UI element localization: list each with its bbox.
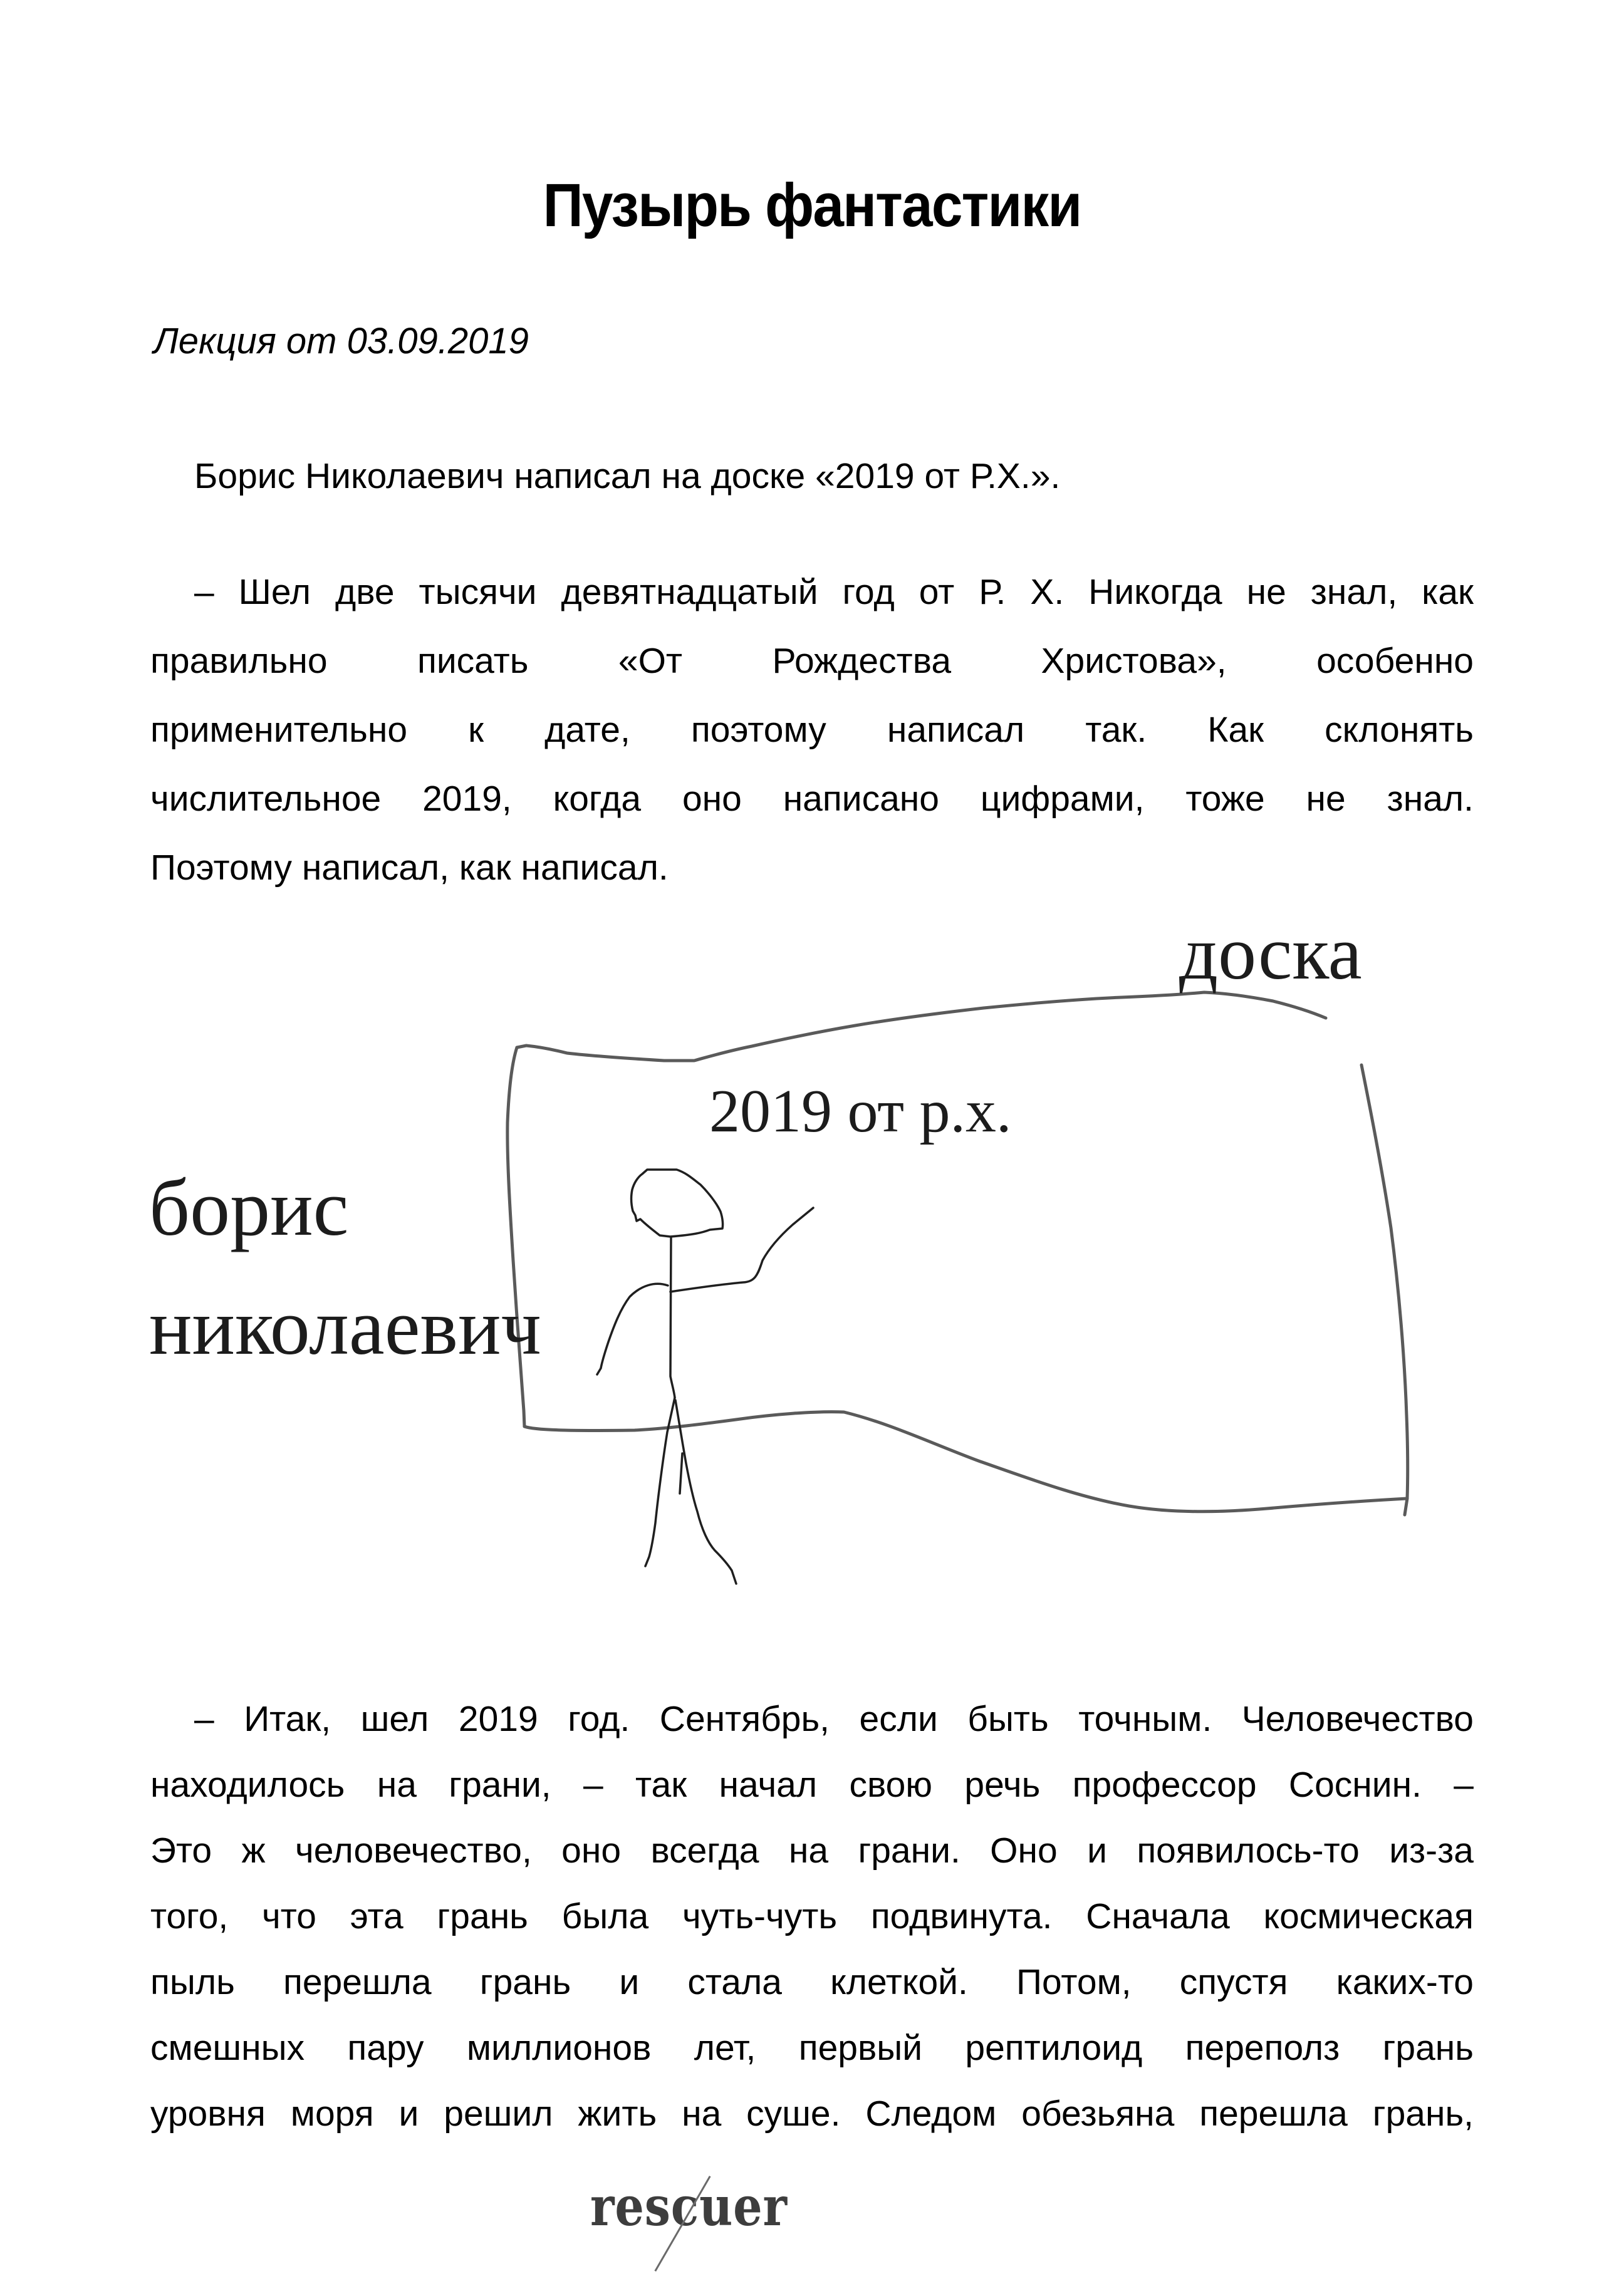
figure-middle-stroke <box>680 1453 682 1493</box>
figure-head <box>632 1170 723 1237</box>
board-top-edge <box>517 992 1326 1061</box>
figure-left-leg <box>645 1398 675 1566</box>
sketch-label-chalk-text: 2019 от р.х. <box>709 1078 1012 1145</box>
paragraph-2-line: – Шел две тысячи девятнадцатый год от Р. Х. Никогда не знал, как <box>194 572 1474 612</box>
lecture-date-subtitle: Лекция от 03.09.2019 <box>154 321 529 361</box>
board-bottom-edge <box>524 1412 1407 1512</box>
paragraph-1-line: Борис Николаевич написал на доске «2019 от Р.Х.». <box>194 456 1061 496</box>
paragraph-3-line: того, что эта грань была чуть-чуть подвинута. Сначала космическая <box>150 1896 1474 1936</box>
paragraph-2-line: Поэтому написал, как написал. <box>150 848 669 888</box>
paragraph-3-line: – Итак, шел 2019 год. Сентябрь, если быть точным. Человечество <box>194 1699 1474 1739</box>
paragraph-2-line: числительное 2019, когда оно написано цифрами, тоже не знал. <box>150 779 1474 819</box>
figure-right-arm <box>670 1208 813 1292</box>
paragraph-1 <box>150 442 1474 511</box>
paragraph-2-line: правильно писать «От Рождества Христова», особенно <box>150 641 1474 681</box>
sketch-label-board: доска <box>1179 911 1362 995</box>
sketch-label-name-line1: борис <box>149 1163 349 1252</box>
board-right-edge <box>1361 1065 1408 1515</box>
paragraph-3-line: смешных пару миллионов лет, первый рептилоид переполз грань <box>150 2028 1474 2068</box>
paragraph-2 <box>150 558 1474 902</box>
rescuer-watermark: rescuer <box>590 2175 788 2238</box>
sketch-label-name-line2: николаевич <box>149 1282 541 1371</box>
paragraph-3 <box>150 1686 1474 2147</box>
paragraph-3-line: находилось на грани, – так начал свою речь профессор Соснин. – <box>150 1765 1474 1805</box>
paragraph-3-line: Это ж человечество, оно всегда на грани. Оно и появилось-то из-за <box>150 1831 1474 1871</box>
figure-right-leg <box>675 1400 736 1584</box>
figure-left-arm <box>597 1284 668 1374</box>
page-title: Пузырь фантастики <box>543 171 1081 239</box>
paragraph-3-line: уровня моря и решил жить на суше. Следом обезьяна перешла грань, <box>150 2094 1474 2134</box>
paragraph-3-line: пыль перешла грань и стала клеткой. Потом, спустя каких-то <box>150 1962 1474 2002</box>
paragraph-2-line: применительно к дате, поэтому написал так. Как склонять <box>150 710 1474 750</box>
figure-body <box>670 1237 675 1398</box>
